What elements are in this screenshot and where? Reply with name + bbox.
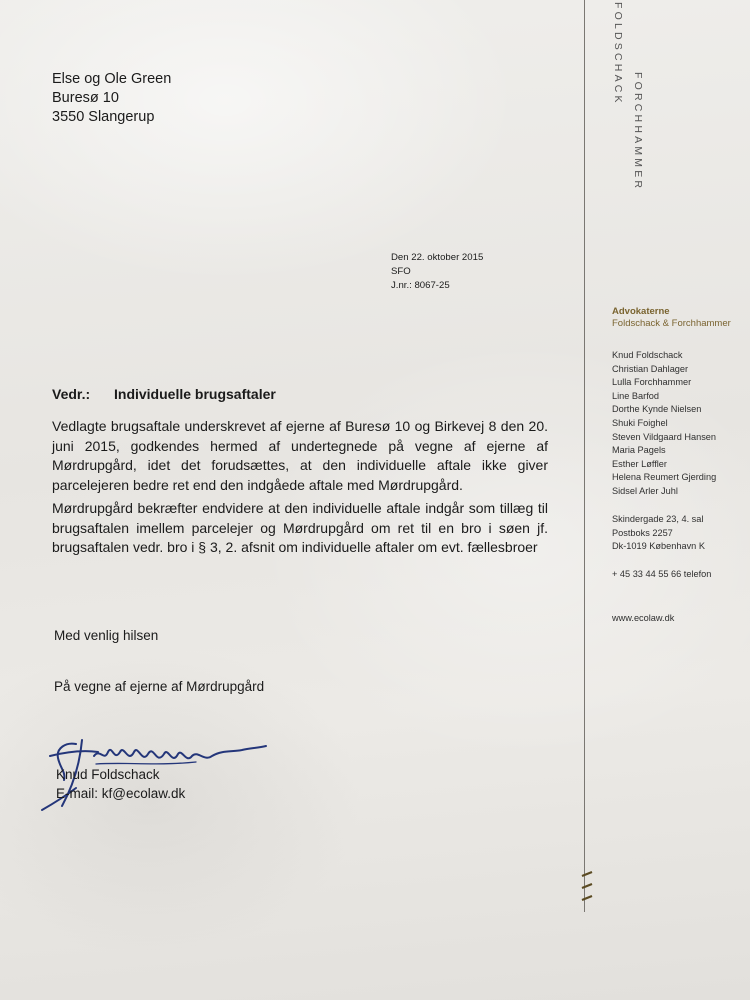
subject-title: Individuelle brugsaftaler xyxy=(114,386,276,402)
firm-name-block xyxy=(612,306,731,330)
letterhead-divider xyxy=(584,0,585,912)
lawyer-list xyxy=(612,349,716,499)
signer-name: Knud Foldschack xyxy=(56,767,160,782)
firm-website: www.ecolaw.dk xyxy=(612,613,675,623)
recipient-address xyxy=(52,70,171,127)
subject-line xyxy=(52,386,276,402)
date-ref-block xyxy=(391,251,483,293)
subject-label: Vedr.: xyxy=(52,386,91,402)
letterhead-mark-icon xyxy=(580,870,596,910)
lawyer-name: Knud Foldschack xyxy=(612,350,683,360)
letterhead-vertical-name-2: FORCHHAMMER xyxy=(632,72,644,192)
firm-label: Advokaterne xyxy=(612,306,670,317)
lawyer-name: Shuki Foighel xyxy=(612,417,668,428)
body-paragraph-2: Mørdrupgård bekræfter endvidere at den individuelle aftale indgår som tillæg til brugsaftalen imellem parcelejer og Mørdrupgård om ret til en bro i søen jf. brugsaftalen vedr. bro i § 3, 2. afsnit om individuelle aftaler om evt. fællesbroer xyxy=(52,500,548,555)
closing-greeting: Med venlig hilsen xyxy=(54,628,159,643)
lawyer-name: Line Barfod xyxy=(612,390,659,401)
lawyer-name: Helena Reumert Gjerding xyxy=(612,472,717,483)
recipient-street: Buresø 10 xyxy=(52,90,119,106)
letter-ref: J.nr.: 8067-25 xyxy=(391,280,450,291)
lawyer-name: Sidsel Arler Juhl xyxy=(612,485,678,496)
lawyer-name: Dorthe Kynde Nielsen xyxy=(612,404,702,415)
firm-name: Foldschack & Forchhammer xyxy=(612,318,731,329)
lawyer-name: Lulla Forchhammer xyxy=(612,377,692,388)
signer-email: E-mail: kf@ecolaw.dk xyxy=(56,786,186,801)
signature-block xyxy=(56,765,185,803)
letter-initials: SFO xyxy=(391,266,411,277)
lawyer-name: Steven Vildgaard Hansen xyxy=(612,431,717,442)
firm-address xyxy=(612,513,705,554)
address-line: Postboks 2257 xyxy=(612,527,673,538)
recipient-name: Else og Ole Green xyxy=(52,71,172,87)
letterhead-vertical-name-1: FOLDSCHACK xyxy=(612,2,624,106)
firm-phone: + 45 33 44 55 66 telefon xyxy=(612,569,712,579)
letter-date: Den 22. oktober 2015 xyxy=(391,252,484,263)
lawyer-name: Esther Løffler xyxy=(612,458,667,469)
address-line: Dk-1019 København K xyxy=(612,541,705,552)
lawyer-name: Christian Dahlager xyxy=(612,363,689,374)
closing-on-behalf: På vegne af ejerne af Mørdrupgård xyxy=(54,679,265,694)
lawyer-name: Maria Pagels xyxy=(612,445,666,456)
address-line: Skindergade 23, 4. sal xyxy=(612,514,704,524)
body-paragraph-1: Vedlagte brugsaftale underskrevet af ejerne af Buresø 10 og Birkevej 8 den 20. juni 2015, godkendes hermed af undertegnede på vegne af ejerne af Mørdrupgård, idet det forudsættes, at den individuelle aftale ikke giver parcelejeren bedre ret end den indgåede aftale med Mørdrupgård. xyxy=(52,418,548,493)
recipient-city: 3550 Slangerup xyxy=(52,109,155,125)
